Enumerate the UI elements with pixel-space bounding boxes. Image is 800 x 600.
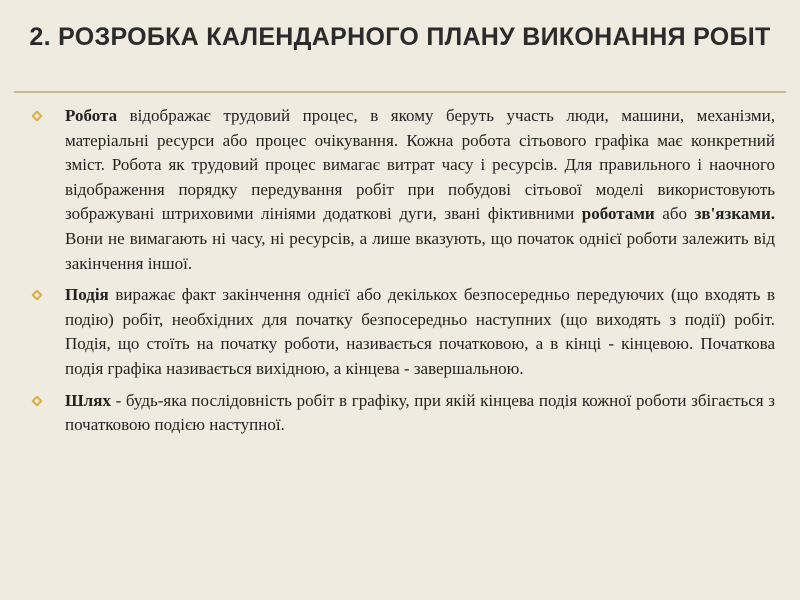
bullet-list — [30, 104, 775, 445]
bullet-item-podiia — [30, 283, 775, 381]
term-robota: Робота — [65, 106, 118, 125]
bullet-item-shliakh — [30, 389, 775, 438]
bullet-item-robota — [30, 104, 775, 276]
bullet-diamond-icon — [31, 289, 42, 300]
term-robotamy: роботами — [581, 204, 655, 224]
title-divider — [14, 91, 786, 93]
bullet-text: - будь-яка послідовність робіт в графіку, при якій кінцева подія кожної роботи збігається з початковою подією наступної. — [65, 390, 775, 435]
bullet-diamond-icon — [31, 395, 42, 406]
bullet-text: Вони не вимагають ні часу, ні ресурсів, а лише вказують, що початок однієї роботи залежить від закінчення іншої. — [65, 228, 775, 273]
term-shliakh: Шлях — [65, 390, 111, 410]
slide-title: 2. РОЗРОБКА КАЛЕНДАРНОГО ПЛАНУ ВИКОНАННЯ РОБІТ — [29, 23, 771, 51]
term-zviazkamy: зв'язками. — [694, 204, 775, 224]
term-podiia: Подія — [65, 285, 109, 305]
bullet-text: або — [654, 204, 695, 224]
bullet-diamond-icon — [31, 110, 42, 121]
bullet-text: відображає трудовий процес, в якому беруть участь люди, машини, механізми, матеріальні ресурси або процес очікування. Кожна робота сітьового графіка має конкретний зміст. Робота як трудовий процес вимагає витрат часу і ресурсів. Для правильного і наочного відображення порядку передування робіт при побудові сітьової моделі використовують зображувані штриховими лініями додаткові дуги, звані фіктивними — [65, 106, 775, 224]
bullet-text: виражає факт закінчення однієї або декількох безпосередньо передуючих (що входять в подію) робіт, необхідних для початку безпосередньо наступних (що виходять з події) робіт. Подія, що стоїть на початку роботи, називається початковою, а в кінці - кінцевою. Початкова подія графіка називається вихідною, а кінцева - завершальною. — [65, 285, 775, 378]
